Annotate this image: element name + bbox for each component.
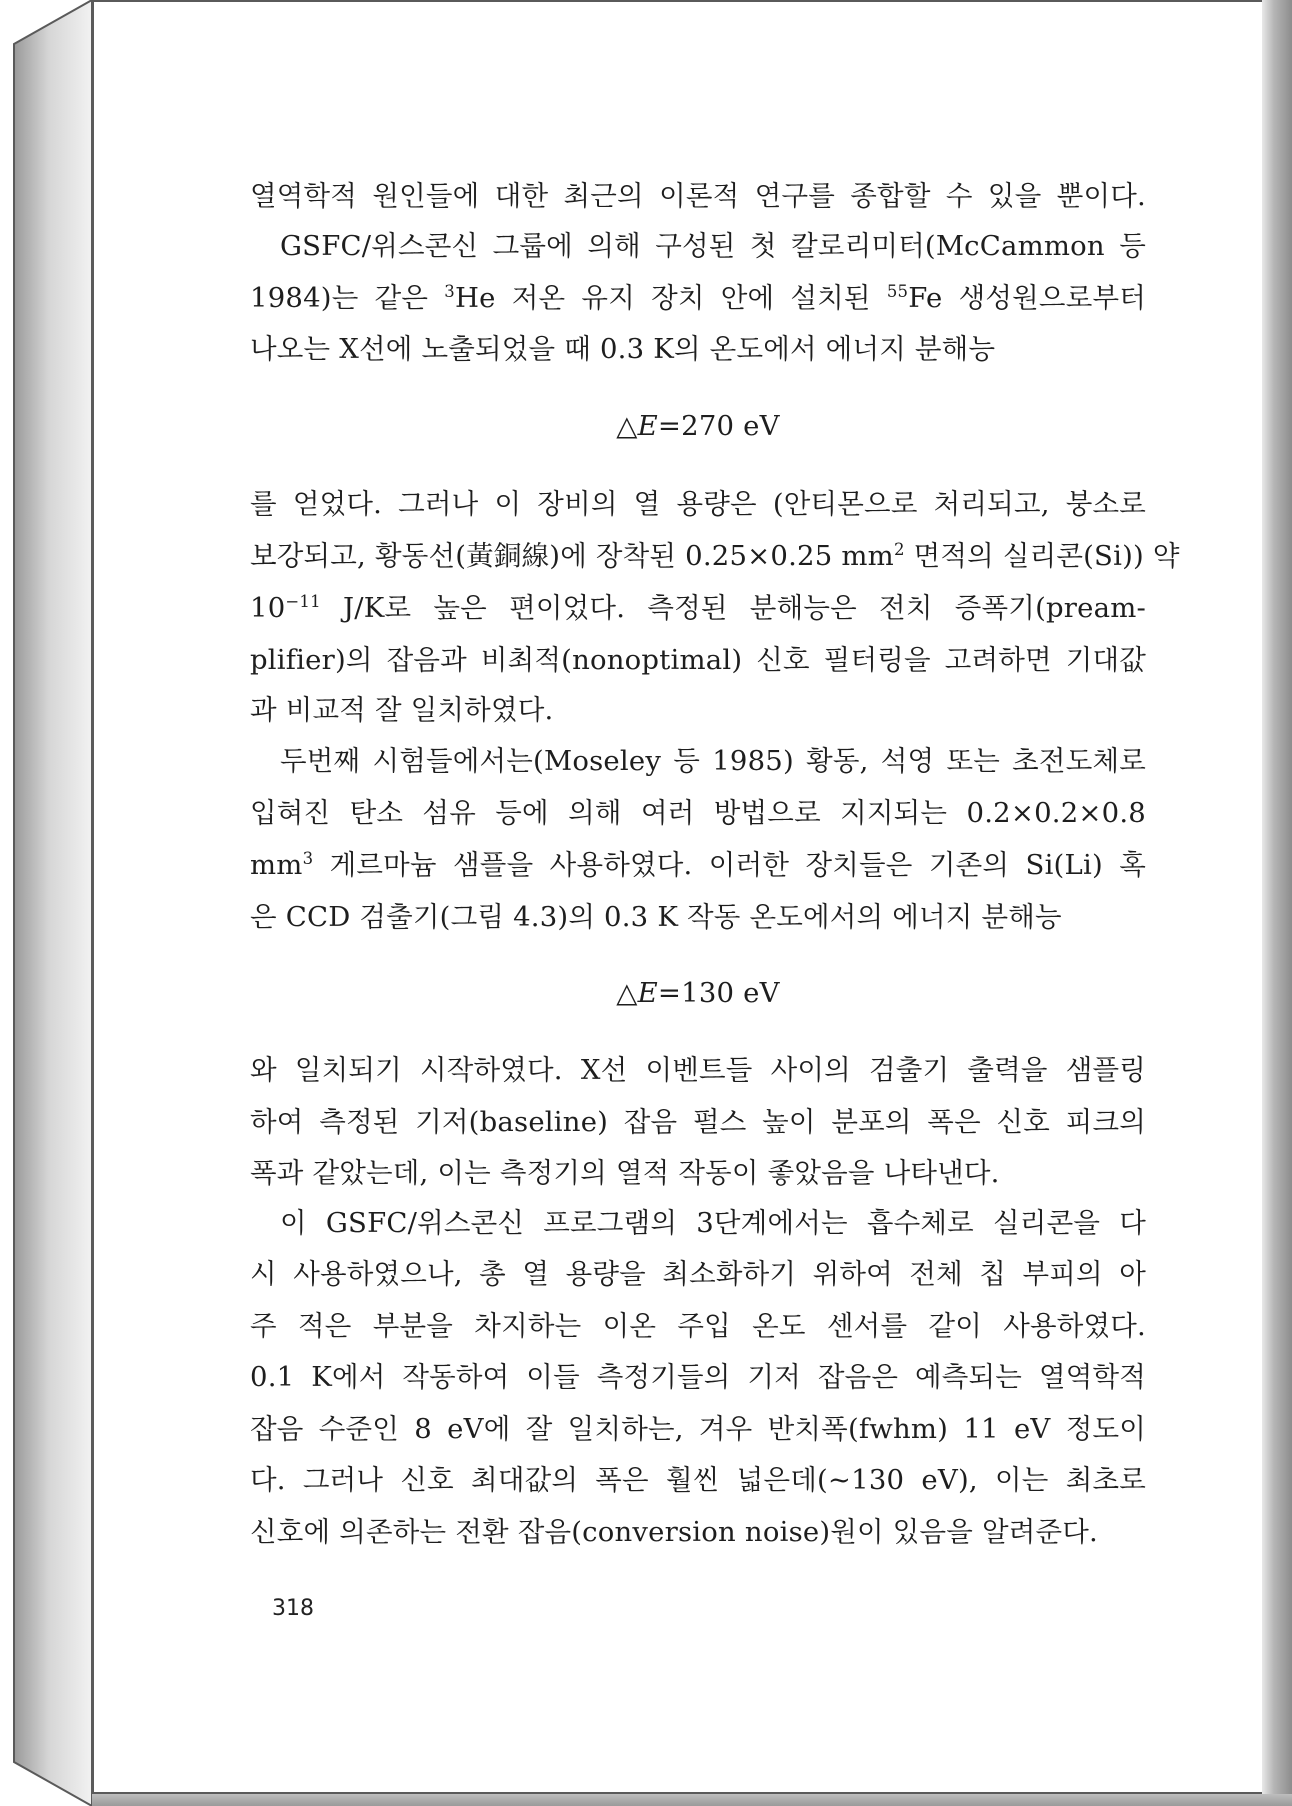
text-line: 를 얻었다. 그러나 이 장비의 열 용량은 (안티몬으로 처리되고, 붕소로: [250, 488, 1146, 520]
text-line: 주 적은 부분을 차지하는 이온 주입 온도 센서를 같이 사용하였다.: [250, 1310, 1146, 1342]
text-line: 신호에 의존하는 전환 잡음(conversion noise)원이 있음을 알려준다.: [250, 1516, 1098, 1548]
text-line: 나오는 X선에 노출되었을 때 0.3 K의 온도에서 에너지 분해능: [250, 333, 996, 365]
text-line: 잡음 수준인 8 eV에 잘 일치하는, 겨우 반치폭(fwhm) 11 eV 정도이: [250, 1413, 1146, 1445]
text-line: 입혀진 탄소 섬유 등에 의해 여러 방법으로 지지되는 0.2×0.2×0.8: [250, 797, 1146, 829]
page-shadow-bottom: [92, 1794, 1292, 1806]
equation-delta-e-270: △E=270 eV: [616, 410, 780, 442]
page-number: 318: [272, 1596, 314, 1621]
text-line: 시 사용하였으나, 총 열 용량을 최소화하기 위하여 전체 칩 부피의 아: [250, 1258, 1146, 1290]
text-line: $10^{-11}$ J/K로 높은 편이었다. 측정된 분해능은 전치 증폭기(pream-: [250, 592, 1146, 624]
text-line: 1984)는 같은 $^3$He 저온 유지 장치 안에 설치된 $^{55}$Fe 생성원으로부터: [250, 282, 1146, 314]
text-line: 0.1 K에서 작동하여 이들 측정기들의 기저 잡음은 예측되는 열역학적: [250, 1361, 1146, 1393]
paragraph-start-line: GSFC/위스콘신 그룹에 의해 구성된 첫 칼로리미터(McCammon 등: [280, 230, 1146, 262]
text-line: 폭과 같았는데, 이는 측정기의 열적 작동이 좋았음을 나타낸다.: [250, 1157, 1000, 1189]
text-line: plifier)의 잡음과 비최적(nonoptimal) 신호 필터링을 고려하면 기대값: [250, 644, 1146, 676]
paragraph-start-line: 이 GSFC/위스콘신 프로그램의 3단계에서는 흡수체로 실리콘을 다: [280, 1207, 1146, 1239]
text-line: 다. 그러나 신호 최대값의 폭은 훨씬 넓은데(~130 eV), 이는 최초로: [250, 1464, 1146, 1496]
text-line: 은 CCD 검출기(그림 4.3)의 0.3 K 작동 온도에서의 에너지 분해능: [250, 901, 1062, 933]
equation-delta-e-130: △E=130 eV: [616, 977, 780, 1009]
text-line: 하여 측정된 기저(baseline) 잡음 펄스 높이 분포의 폭은 신호 피크의: [250, 1106, 1146, 1138]
text-line: 열역학적 원인들에 대한 최근의 이론적 연구를 종합할 수 있을 뿐이다.: [250, 180, 1146, 212]
text-line: 과 비교적 잘 일치하였다.: [250, 694, 554, 726]
page-shadow-right: [1262, 0, 1292, 1806]
text-line: 와 일치되기 시작하였다. X선 이벤트들 사이의 검출기 출력을 샘플링: [250, 1054, 1146, 1086]
text-line: 보강되고, 황동선(黃銅線)에 장착된 0.25×0.25 $mm^2$ 면적의 실리콘(Si)) 약: [250, 540, 1180, 572]
paragraph-start-line: 두번째 시험들에서는(Moseley 등 1985) 황동, 석영 또는 초전도체로: [280, 745, 1146, 777]
book-spine: [0, 0, 100, 1806]
text-line: $mm^3$ 게르마늄 샘플을 사용하였다. 이러한 장치들은 기존의 Si(Li) 혹: [250, 849, 1146, 881]
